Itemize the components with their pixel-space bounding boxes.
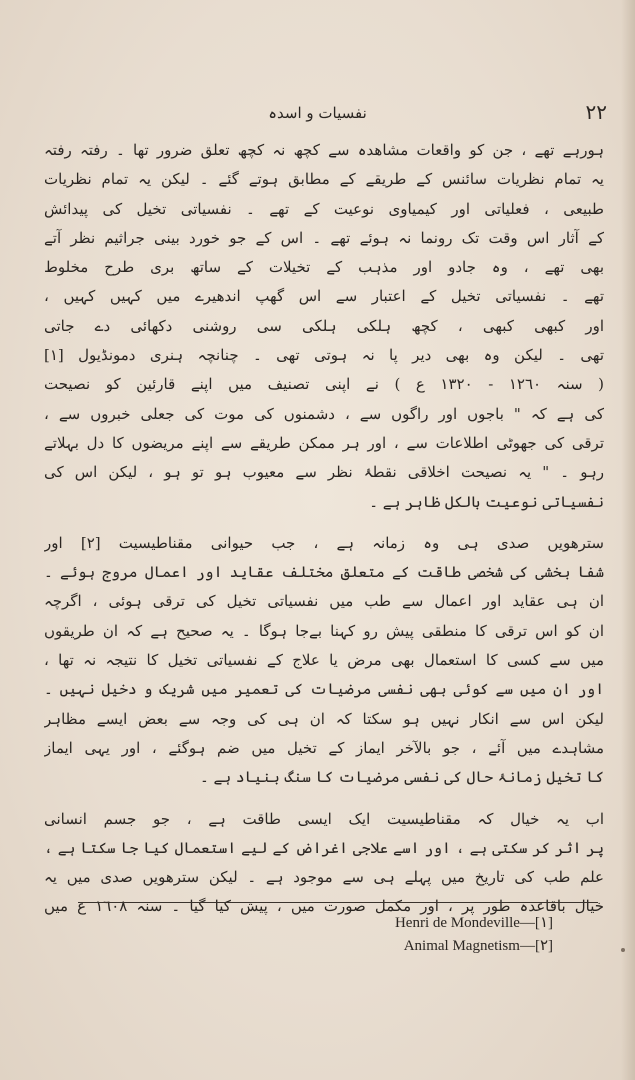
text-line: طبیعی ، فعلیاتی اور کیمیاوی نوعیت کے تھے ۔ نفسیاتی تخیل کی پیدائش bbox=[44, 199, 604, 218]
text-line: تھے ۔ نفسیاتی تخیل کے اعتبار سے اس گھپ اندھیرے میں کہیں کہیں ، bbox=[44, 287, 604, 306]
text-line: کا تخیل زمانۂ حال کی نفسی مرضیات کا سنگ بنیاد ہے ۔ bbox=[199, 768, 604, 787]
text-line: لیکن اس سے انکار نہیں ہو سکتا کہ ان ہی کی وجہ سے بعض ایسے مظاہر bbox=[44, 709, 604, 728]
footnotes bbox=[395, 912, 553, 958]
text-line: علم طب کی تاریخ میں پہلے ہی سے موجود ہے ۔ لیکن سترھویں صدی میں یہ bbox=[44, 868, 604, 887]
text-line: اور کبھی کبھی ، کچھ ہلکی ہلکی سی روشنی دکھائی دے جاتی bbox=[44, 316, 604, 335]
text-line: تھی ۔ لیکن وہ بھی دیر پا نہ ہوتی تھی ۔ چنانچہ ہنری دمونڈیول [١] bbox=[44, 346, 604, 365]
page-number: ٢٢ bbox=[585, 100, 607, 124]
footnote-2: Animal Magnetism—[٢] bbox=[403, 938, 553, 954]
text-line: شفا بخشی کی شخصی طاقت کے متعلق مختلف عقاید اور اعمال مروج ہوئے ۔ bbox=[44, 563, 604, 582]
text-line: میں سے کسی کا استعمال بھی مرض یا علاج کے نفسیاتی تخیل کا نتیجہ نہ تھا ، bbox=[44, 651, 604, 670]
text-line: بھی تھے ، وہ جادو اور مذہب کے تخیلات کے ساتھ بری طرح مخلوط bbox=[44, 258, 604, 277]
text-line: نفسیاتی نوعیت بالکل ظاہر ہے ۔ bbox=[369, 492, 604, 511]
text-line: اب یہ خیال کہ مقناطیسیت ایک ایسی طاقت ہے ، جو جسم انسانی bbox=[44, 809, 604, 828]
text-line: سترھویں صدی ہی وہ زمانہ ہے ، جب حیوانی مقناطیسیت [٢] اور bbox=[44, 533, 604, 552]
text-line: کی ہے کہ " باجوں اور راگوں سے ، دشمنوں کی موت کی جعلی خبروں سے ، bbox=[44, 404, 604, 423]
text-line: ان کو اس ترقی کا منطقی پیش رو کہنا بےجا ہوگا ۔ یہ صحیح ہے کہ ان طریقوں bbox=[44, 621, 604, 640]
text-line: کے آثار اس وقت تک رونما نہ ہوئے تھے ۔ اس کے جو خورد بینی جراثیم نظر آتے bbox=[44, 228, 604, 247]
text-line: ہورہے تھے ، جن کو واقعات مشاهدہ سے کچھ نہ کچھ تعلق ضرور تھا ۔ رفتہ رفتہ bbox=[44, 141, 604, 159]
text-line: یہ تمام نظریات سائنس کے طریقے کے مطابق ہوتے گئے ۔ لیکن یہ تمام نظریات bbox=[44, 170, 604, 189]
body-text bbox=[44, 136, 604, 934]
text-line: ان ہی عقاید اور اعمال سے طب میں نفسیاتی تخیل کی ترقی ہوئی ، اگرچہ bbox=[44, 592, 604, 611]
text-line: ( سنہ ١٢٦٠ - ١٣٢٠ ع ) نے اپنی تصنیف میں اپنے قارئین کو نصیحت bbox=[44, 375, 604, 394]
page-header bbox=[0, 100, 635, 126]
footnote-1: Henri de Mondeville—[١] bbox=[394, 915, 553, 931]
text-line: مشاہدے میں آئے ، جو بالآخر ایماز کے تخیل میں ضم ہوگئے ، اور یہی ایماز bbox=[44, 738, 604, 757]
paragraph-2 bbox=[44, 529, 604, 793]
text-line: رہو ۔ " یہ نصیحت اخلاقی نقطۂ نظر سے معیوب ہو تو ہو ، لیکن اس کی bbox=[44, 463, 604, 482]
paragraph-1 bbox=[44, 136, 604, 517]
page-spine-shadow bbox=[621, 0, 635, 1080]
paragraph-3 bbox=[44, 805, 604, 922]
text-line: پر اثر کر سکتی ہے ، اور اسے علاجی اغراض کے لیے استعمال کیا جا سکتا ہے ، bbox=[44, 838, 604, 857]
footnote-rule bbox=[78, 902, 598, 903]
text-line: اور ان میں سے کوئی بھی نفسی مرضیات کی تعمیر میں شریک و دخیل نہیں ۔ bbox=[44, 680, 604, 699]
paper-speck bbox=[621, 948, 625, 952]
running-title: نفسیات و اسدہ bbox=[268, 104, 367, 122]
text-line: خیال باقاعدہ طور پر ، اور مکمل صورت میں ، پیش کیا گیا ۔ سنہ ١٦٠٨ ع میں bbox=[44, 897, 604, 916]
text-line: ترقی کی جھوٹی اطلاعات سے ، اور ہر ممکن طریقے سے اپنے مریضوں کا دل بہلاتے bbox=[44, 433, 604, 452]
